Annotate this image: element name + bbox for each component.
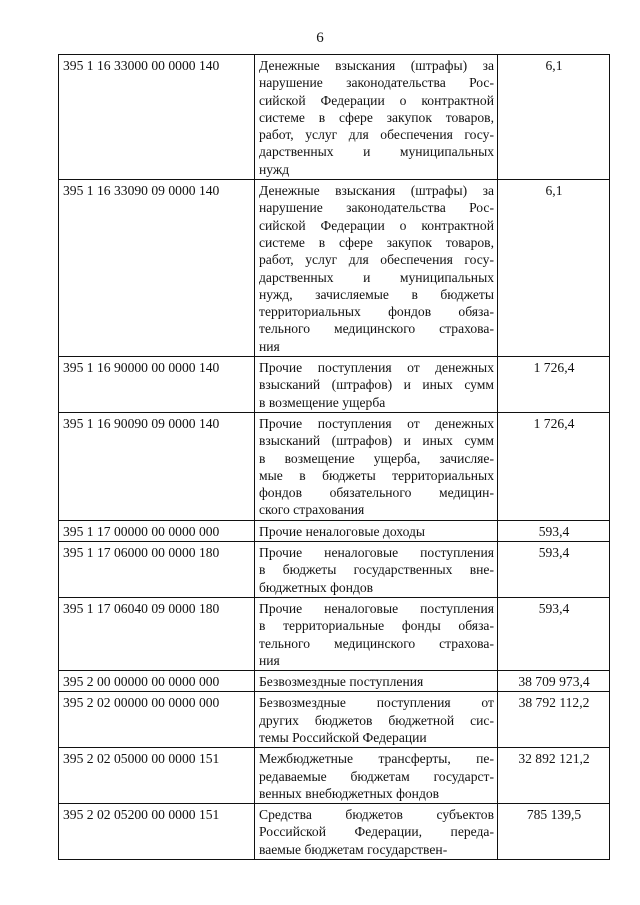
table-row (59, 55, 610, 180)
amount-cell: 38 709 973,4 (498, 671, 610, 692)
revenue-name-line: Прочие неналоговые поступления (259, 545, 494, 561)
revenue-name-line: работ, услуг для обеспечения госу- (259, 127, 494, 143)
revenue-name-line: Прочие неналоговые доходы (259, 523, 426, 539)
amount-cell: 785 139,5 (498, 804, 610, 860)
revenue-name-line: темы Российской Федерации (259, 729, 427, 745)
revenue-name-line: системе в сфере закупок товаров, (259, 109, 494, 125)
revenue-name-line: сийской Федерации о контрактной (259, 92, 494, 108)
budget-table (58, 54, 610, 860)
revenue-name-line: тельного медицинского страхова- (259, 635, 494, 651)
revenue-name-line: ния (259, 338, 280, 354)
revenue-name-line: в территориальные фонды обяза- (259, 618, 494, 634)
revenue-name-cell (255, 804, 498, 860)
revenue-name-line: Российской Федерации, переда- (259, 824, 494, 840)
amount-cell: 593,4 (498, 597, 610, 670)
amount-cell: 1 726,4 (498, 412, 610, 520)
budget-code-cell: 395 1 17 06040 09 0000 180 (59, 597, 255, 670)
revenue-name-line: Денежные взыскания (штрафы) за (259, 58, 494, 73)
revenue-name-line: дарственных и муниципальных (259, 144, 494, 160)
revenue-name-line: системе в сфере закупок товаров, (259, 234, 494, 250)
revenue-name-cell (255, 412, 498, 520)
revenue-name-cell (255, 671, 498, 692)
amount-cell: 6,1 (498, 55, 610, 180)
table-row (59, 542, 610, 598)
revenue-name-line: Прочие поступления от денежных (259, 360, 494, 376)
revenue-name-line: бюджетных фондов (259, 579, 374, 595)
budget-code-cell: 395 1 17 00000 00 0000 000 (59, 520, 255, 541)
budget-code-cell: 395 1 16 33000 00 0000 140 (59, 55, 255, 180)
table-row (59, 597, 610, 670)
revenue-name-cell (255, 692, 498, 748)
revenue-name-cell (255, 180, 498, 357)
revenue-name-line: Межбюджетные трансферты, пе- (259, 751, 494, 767)
budget-code-cell: 395 1 17 06000 00 0000 180 (59, 542, 255, 598)
revenue-name-line: нарушение законодательства Рос- (259, 75, 494, 91)
budget-code-cell: 395 1 16 90000 00 0000 140 (59, 357, 255, 413)
revenue-name-line: Безвозмездные поступления от (259, 695, 494, 711)
revenue-name-cell (255, 597, 498, 670)
amount-cell: 593,4 (498, 520, 610, 541)
table-row (59, 357, 610, 413)
revenue-name-line: Прочие поступления от денежных (259, 415, 494, 431)
revenue-name-line: Безвозмездные поступления (259, 674, 424, 690)
revenue-name-line: Денежные взыскания (штрафы) за (259, 183, 494, 199)
revenue-name-line: ния (259, 652, 280, 668)
amount-cell: 593,4 (498, 542, 610, 598)
revenue-name-line: нужд, зачисляемые в бюджеты (259, 286, 494, 302)
table-row (59, 520, 610, 541)
revenue-name-line: в возмещение ущерба (259, 394, 386, 410)
revenue-name-cell (255, 542, 498, 598)
table-row (59, 671, 610, 692)
revenue-name-line: дарственных и муниципальных (259, 269, 494, 285)
table-row (59, 692, 610, 748)
revenue-name-line: территориальных фондов обяза- (259, 304, 494, 320)
revenue-name-cell (255, 357, 498, 413)
page-number: 6 (316, 30, 324, 46)
revenue-name-line: нарушение законодательства Рос- (259, 200, 494, 216)
revenue-name-line: редаваемые бюджетам государст- (259, 768, 494, 784)
budget-table-body (59, 55, 610, 860)
revenue-name-line: ского страхования (259, 502, 365, 518)
revenue-name-line: сийской Федерации о контрактной (259, 217, 494, 233)
revenue-name-line: нужд (259, 161, 290, 177)
revenue-name-line: венных внебюджетных фондов (259, 785, 440, 801)
revenue-name-line: ваемые бюджетам государствен- (259, 841, 448, 857)
revenue-name-line: Средства бюджетов субъектов (259, 807, 494, 823)
budget-code-cell: 395 2 02 05000 00 0000 151 (59, 748, 255, 804)
budget-code-cell: 395 1 16 90090 09 0000 140 (59, 412, 255, 520)
revenue-name-line: мые в бюджеты территориальных (259, 467, 494, 483)
revenue-name-cell (255, 748, 498, 804)
revenue-name-line: в бюджеты государственных вне- (259, 562, 494, 578)
table-row (59, 804, 610, 860)
budget-code-cell: 395 1 16 33090 09 0000 140 (59, 180, 255, 357)
budget-code-cell: 395 2 02 05200 00 0000 151 (59, 804, 255, 860)
amount-cell: 6,1 (498, 180, 610, 357)
table-row (59, 180, 610, 357)
table-row (59, 412, 610, 520)
revenue-name-cell (255, 55, 498, 180)
table-row (59, 748, 610, 804)
budget-code-cell: 395 2 02 00000 00 0000 000 (59, 692, 255, 748)
revenue-name-line: фондов обязательного медицин- (259, 485, 494, 501)
revenue-name-line: работ, услуг для обеспечения госу- (259, 252, 494, 268)
budget-code-cell: 395 2 00 00000 00 0000 000 (59, 671, 255, 692)
revenue-name-cell (255, 520, 498, 541)
revenue-name-line: тельного медицинского страхова- (259, 321, 494, 337)
amount-cell: 1 726,4 (498, 357, 610, 413)
amount-cell: 32 892 121,2 (498, 748, 610, 804)
revenue-name-line: в возмещение ущерба, зачисляе- (259, 450, 494, 466)
revenue-name-line: других бюджетов бюджетной сис- (259, 712, 494, 728)
revenue-name-line: Прочие неналоговые поступления (259, 600, 494, 616)
revenue-name-line: взысканий (штрафов) и иных сумм (259, 377, 494, 393)
amount-cell: 38 792 112,2 (498, 692, 610, 748)
revenue-name-line: взысканий (штрафов) и иных сумм (259, 433, 494, 449)
